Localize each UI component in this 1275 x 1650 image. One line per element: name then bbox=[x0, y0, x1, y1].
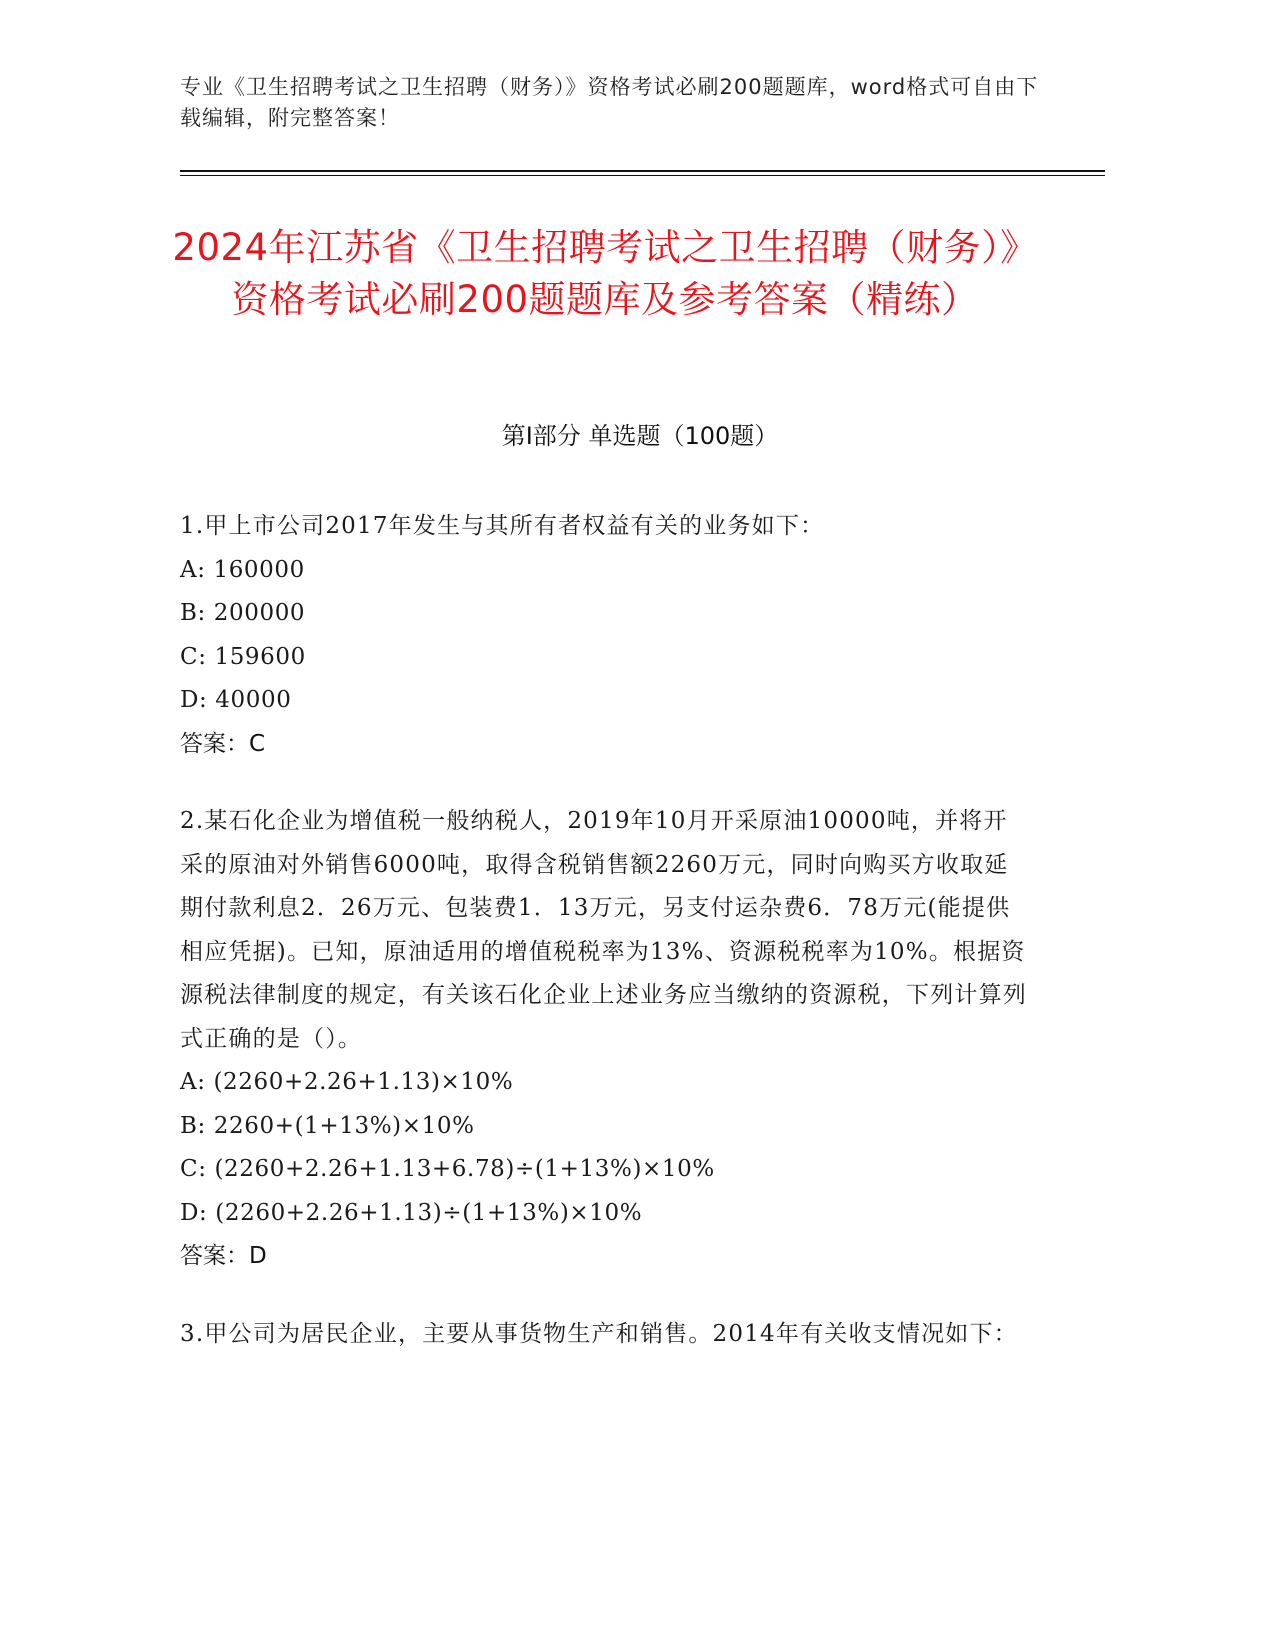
option-d: D: 40000 bbox=[180, 687, 292, 713]
section-heading: 第I部分 单选题（100题） bbox=[501, 422, 779, 450]
question-1 bbox=[180, 505, 1030, 766]
header-note: 专业《卫生招聘考试之卫生招聘（财务）》资格考试必刷200题题库，word格式可自由下载编辑，附完整答案！ bbox=[180, 75, 1039, 130]
answer: 答案：C bbox=[180, 730, 266, 757]
document-title: 2024年江苏省《卫生招聘考试之卫生招聘（财务）》资格考试必刷200题题库及参考答案（精练） bbox=[172, 226, 1038, 321]
option-c: C: 159600 bbox=[180, 643, 306, 670]
header-divider-thick bbox=[180, 170, 1105, 172]
header-divider-thin bbox=[180, 175, 1105, 176]
answer: 答案：D bbox=[180, 1243, 267, 1269]
question-3 bbox=[180, 1313, 1030, 1357]
option-b: B: 200000 bbox=[180, 600, 306, 626]
option-a: A: 160000 bbox=[180, 556, 305, 583]
option-d: D: (2260+2.26+1.13)÷(1+13%)×10% bbox=[180, 1199, 643, 1226]
question-2 bbox=[180, 800, 1030, 1279]
question-list bbox=[180, 505, 1030, 1390]
option-a: A: (2260+2.26+1.13)×10% bbox=[180, 1069, 514, 1095]
option-c: C: (2260+2.26+1.13+6.78)÷(1+13%)×10% bbox=[180, 1156, 715, 1182]
question-stem: 3.甲公司为居民企业，主要从事货物生产和销售。2014年有关收支情况如下： bbox=[180, 1320, 1018, 1347]
question-stem: 1.甲上市公司2017年发生与其所有者权益有关的业务如下： bbox=[180, 513, 825, 539]
option-b: B: 2260+(1+13%)×10% bbox=[180, 1112, 475, 1139]
question-stem: 2.某石化企业为增值税一般纳税人，2019年10月开采原油10000吨，并将开采的原油对外销售6000吨，取得含税销售额2260万元，同时向购买方收取延期付款利息2．26万元、包装费1．13万元，另支付运杂费6．78万元(能提供相应凭据)。已知，原油适用的增值税税率为13%、资源税税率为10%。根据资源税法律制度的规定，有关该石化企业上述业务应当缴纳的资源税，下列计算列式正确的是（）。 bbox=[180, 808, 1027, 1052]
